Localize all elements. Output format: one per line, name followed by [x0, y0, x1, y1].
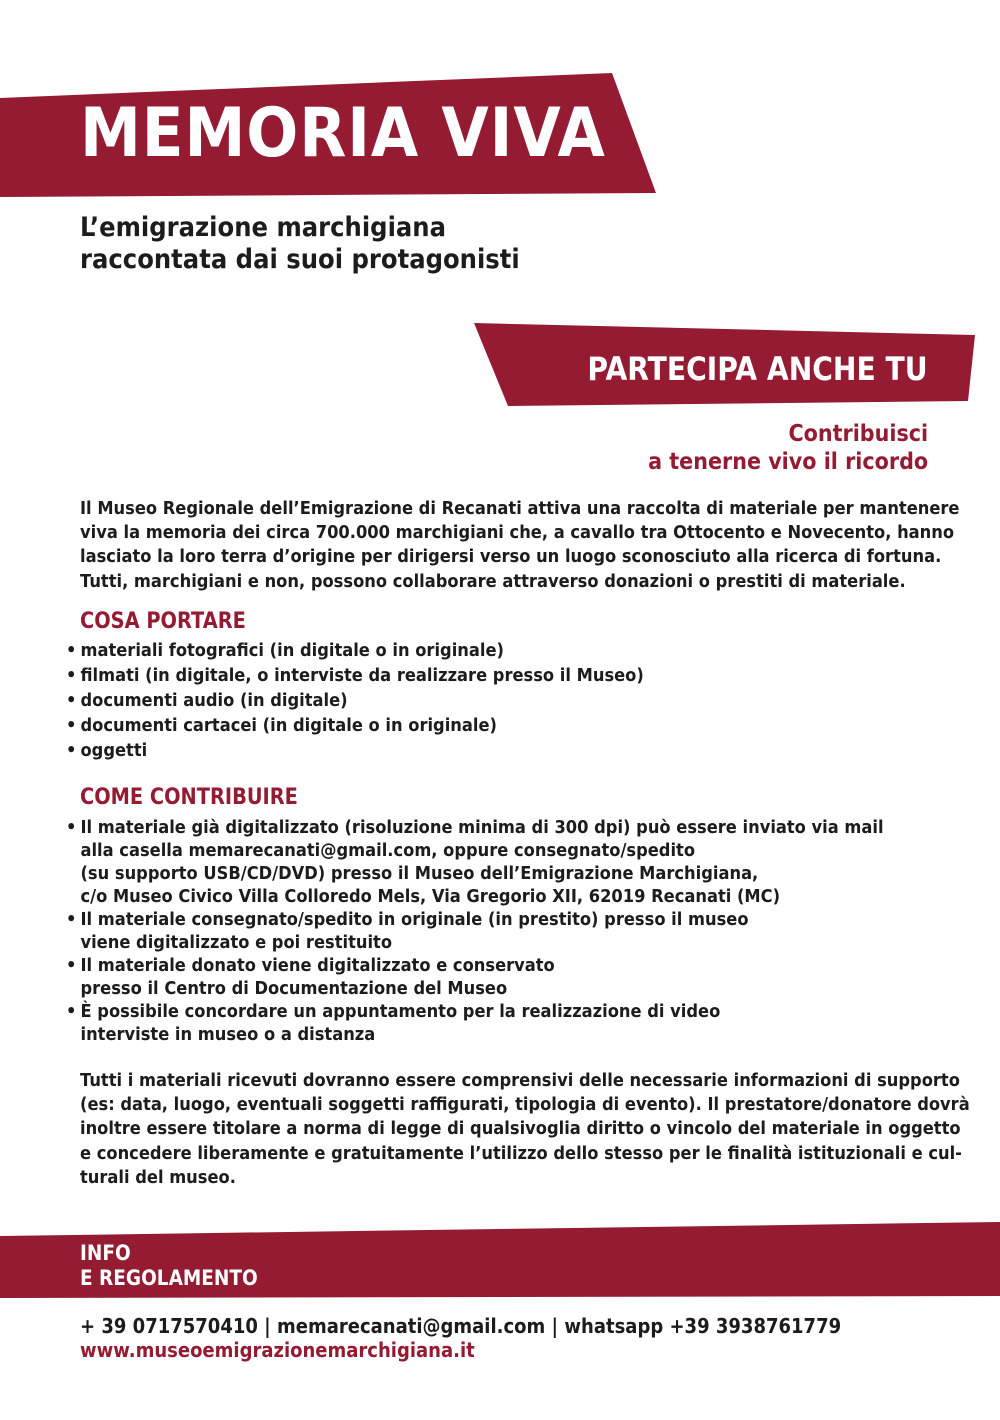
list-item: [66, 1000, 881, 1046]
closing-paragraph: [80, 1069, 970, 1190]
list-item: • documenti cartacei (in digitale o in originale): [66, 713, 881, 738]
contact-details: + 39 0717570410 | memarecanati@gmail.com | whatsapp +39 3938761779: [80, 1314, 842, 1338]
info-line: INFO: [80, 1241, 131, 1265]
intro-line: lasciato la loro terra d’origine per dirigersi verso un luogo sconosciuto alla ricerca di fortuna.: [80, 546, 942, 568]
list-item-line: • Il materiale già digitalizzato (risoluzione minima di 300 dpi) può essere inviato via mail: [80, 817, 884, 838]
subtitle-line: L’emigrazione marchigiana: [80, 212, 447, 243]
list-item-line: • Il materiale donato viene digitalizzato e conservato: [80, 955, 555, 976]
subtitle-line: raccontata dai suoi protagonisti: [80, 244, 520, 275]
section-title-cosa-portare: COSA PORTARE: [80, 609, 246, 634]
list-item-line: viene digitalizzato e poi restituito: [80, 932, 393, 953]
list-item: [66, 908, 881, 954]
info-line: E REGOLAMENTO: [80, 1266, 258, 1290]
list-item: • materiali fotografici (in digitale o in originale): [66, 638, 881, 663]
list-item-line: c/o Museo Civico Villa Colloredo Mels, Via Gregorio XII, 62019 Recanati (MC): [80, 886, 781, 907]
page-subtitle: [80, 212, 584, 276]
closing-line: e concedere liberamente e gratuitamente l’utilizzo dello stesso per le finalità istituzionali e cul-: [80, 1142, 962, 1164]
tagline-line: Contribuisci: [788, 421, 928, 447]
cosa-portare-list: [66, 638, 881, 763]
closing-line: (es: data, luogo, eventuali soggetti raffigurati, tipologia di evento). Il prestatore/donatore dovrà: [80, 1094, 970, 1116]
list-item: • documenti audio (in digitale): [66, 688, 881, 713]
intro-paragraph: [80, 497, 960, 594]
list-item-line: interviste in museo o a distanza: [80, 1024, 376, 1045]
website-link[interactable]: www.museoemigrazionemarchigiana.it: [80, 1338, 475, 1362]
intro-line: Il Museo Regionale dell’Emigrazione di Recanati attiva una raccolta di materiale per mantenere: [80, 498, 960, 519]
intro-line: Tutti, marchigiani e non, possono collaborare attraverso donazioni o prestiti di materiale.: [80, 570, 906, 592]
list-item-line: (su supporto USB/CD/DVD) presso il Museo dell’Emigrazione Marchigiana,: [80, 863, 759, 884]
list-item: • oggetti: [66, 738, 881, 763]
section-title-come-contribuire: COME CONTRIBUIRE: [80, 785, 298, 810]
list-item: • filmati (in digitale, o interviste da realizzare presso il Museo): [66, 663, 881, 688]
closing-line: turali del museo.: [80, 1166, 236, 1188]
info-label: [80, 1241, 258, 1291]
list-item: [66, 954, 881, 1000]
page-title: MEMORIA VIVA: [80, 94, 606, 173]
intro-line: viva la memoria dei circa 700.000 marchigiani che, a cavallo tra Ottocento e Novecento, hanno: [80, 522, 955, 544]
cta-tagline: [648, 420, 928, 476]
list-item-line: presso il Centro di Documentazione del Museo: [80, 978, 508, 999]
come-contribuire-list: [66, 816, 884, 1046]
tagline-line: a tenerne vivo il ricordo: [647, 449, 928, 475]
closing-line: inoltre essere titolare a norma di legge di qualsivoglia diritto o vincolo del materiale in oggetto: [80, 1118, 961, 1140]
closing-line: Tutti i materiali ricevuti dovranno essere comprensivi delle necessarie informazioni di supporto: [80, 1070, 960, 1091]
list-item: [66, 816, 884, 908]
list-item-line: • È possibile concordare un appuntamento per la realizzazione di video: [80, 1001, 721, 1022]
list-item-line: • Il materiale consegnato/spedito in originale (in prestito) presso il museo: [80, 909, 749, 930]
cta-label: PARTECIPA ANCHE TU: [587, 350, 928, 388]
list-item-line: alla casella memarecanati@gmail.com, oppure consegnato/spedito: [80, 840, 696, 861]
